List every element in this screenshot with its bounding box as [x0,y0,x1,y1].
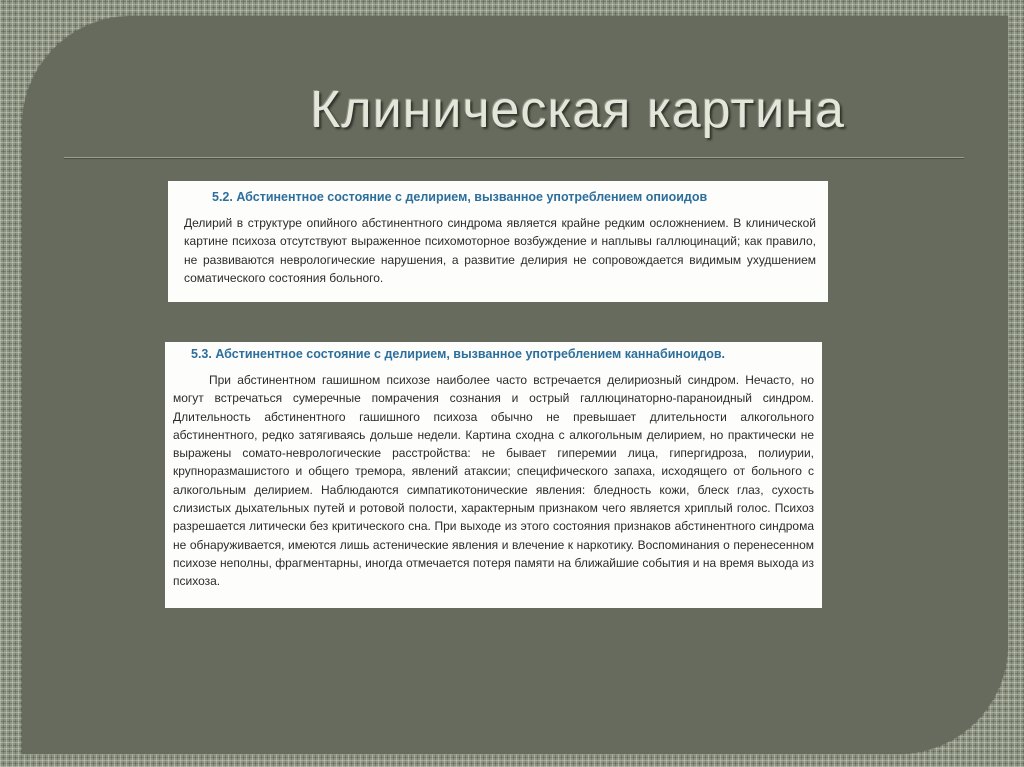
section-text-opioids: Делирий в структуре опийного абстинентного синдрома является крайне редким осложнением. В клинической картине психоза отсутствуют выраженное психомоторное возбуждение и наплывы галлюцинаций; как правило, не развиваются неврологические нарушения, а развитие делирия не сопровождается видимым ухудшением соматического состояния больного. [184,216,816,285]
opioid-delirium-excerpt [168,181,828,302]
slide-title: Клиническая картина [310,81,845,139]
cannabinoid-delirium-excerpt [165,342,822,608]
title-divider [64,157,964,159]
section-text-cannabinoids: При абстинентном гашишном психозе наиболее часто встречается делириозный синдром. Нечасто, но могут встречаться сумеречные помрачения сознания и острый галлюцинаторно-параноидный синдром. Длительность абстинентного гашишного психоза обычно не превышает длительности алкогольного абстинентного, редко затягиваясь дольше недели. Картина сходна с алкогольным делирием, но практически не выражены сомато-неврологические расстройства: не бывает гиперемии лица, гипергидроза, полиурии, крупноразмашистого и общего тремора, явлений атаксии; специфического запаха, исходящего от больного с алкогольным делирием. Наблюдаются симпатикотонические явления: бледность кожи, блеск глаз, сухость слизистых дыхательных путей и ротовой полости, характерным признаком чего является хриплый голос. Психоз разрешается литически без критического сна. При выходе из этого состояния признаков абстинентного синдрома не обнаруживается, имеются лишь астенические явления и влечение к наркотику. Воспоминания о перенесенном психозе неполны, фрагментарны, иногда отмечается потеря памяти на ближайшие события и на время выхода из психоза. [173,373,814,589]
section-heading-cannabinoids: 5.3. Абстинентное состояние с делирием, вызванное употреблением каннабиноидов. [191,347,725,361]
section-heading-opioids: 5.2. Абстинентное состояние с делирием, вызванное употреблением опиоидов [212,190,708,204]
